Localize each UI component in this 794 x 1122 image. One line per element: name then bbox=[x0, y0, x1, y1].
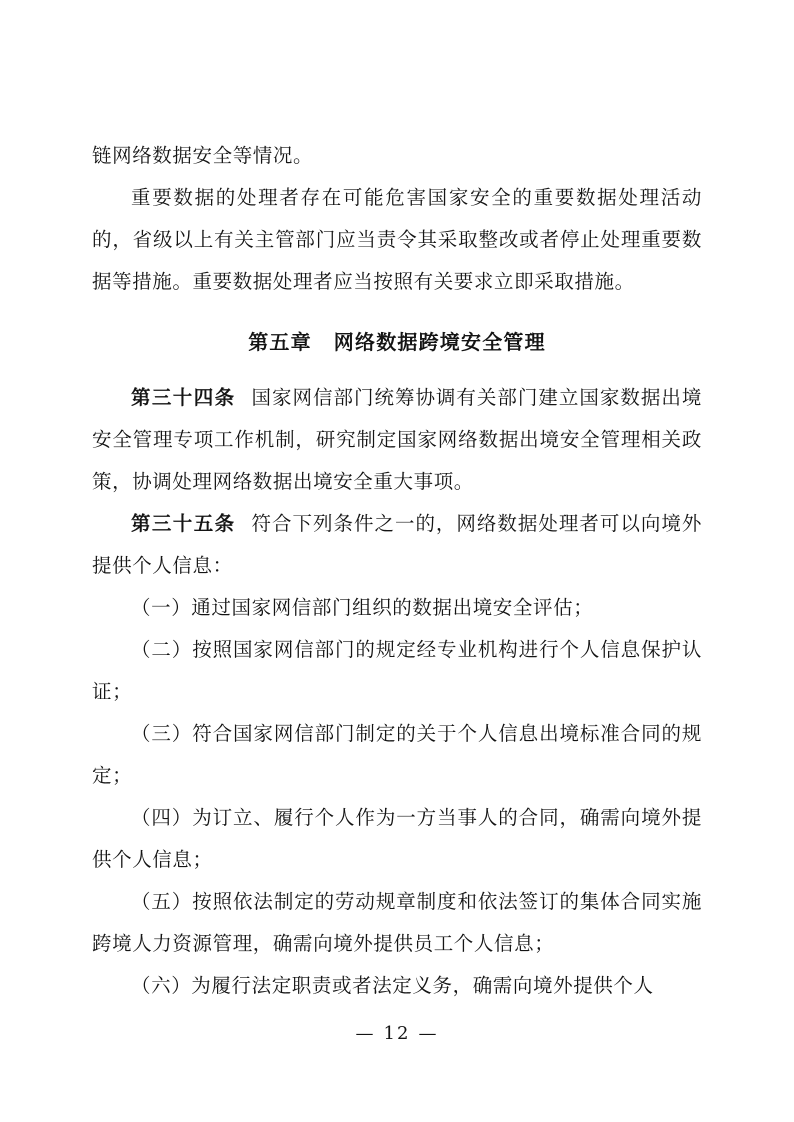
list-item: （五）按照依法制定的劳动规章制度和依法签订的集体合同实施跨境人力资源管理，确需向境外提供员工个人信息； bbox=[92, 890, 702, 955]
footer-dash-left: — bbox=[355, 1023, 376, 1044]
paragraph-continuation: 链网络数据安全等情况。 bbox=[92, 144, 314, 167]
list-item: （三）符合国家网信部门制定的关于个人信息出境标准合同的规定； bbox=[92, 722, 702, 787]
page-number: 12 bbox=[383, 1023, 411, 1044]
page-footer bbox=[0, 1023, 794, 1044]
article-34 bbox=[92, 377, 702, 503]
chapter-title: 网络数据跨境安全管理 bbox=[333, 330, 546, 354]
article-34-text: 国家网信部门统筹协调有关部门建立国家数据出境安全管理专项工作机制，研究制定国家网络数据出境安全管理相关政策，协调处理网络数据出境安全重大事项。 bbox=[92, 386, 702, 493]
list-item: （六）为履行法定职责或者法定义务，确需向境外提供个人 bbox=[131, 974, 654, 997]
article-35-label: 第三十五条 bbox=[131, 512, 236, 535]
article-34-label: 第三十四条 bbox=[131, 386, 236, 409]
chapter-heading bbox=[92, 321, 702, 363]
chapter-number: 第五章 bbox=[248, 330, 312, 354]
document-body bbox=[92, 135, 702, 1007]
list-item: （一）通过国家网信部门组织的数据出境安全评估； bbox=[131, 596, 594, 619]
paragraph-important-data: 重要数据的处理者存在可能危害国家安全的重要数据处理活动的，省级以上有关主管部门应当责令其采取整改或者停止处理重要数据等措施。重要数据处理者应当按照有关要求立即采取措施。 bbox=[92, 186, 702, 293]
list-item: （四）为订立、履行个人作为一方当事人的合同，确需向境外提供个人信息； bbox=[92, 806, 702, 871]
list-item: （二）按照国家网信部门的规定经专业机构进行个人信息保护认证； bbox=[92, 638, 702, 703]
footer-dash-right: — bbox=[418, 1023, 439, 1044]
article-35-text: 符合下列条件之一的，网络数据处理者可以向境外提供个人信息： bbox=[92, 512, 702, 577]
article-35 bbox=[92, 503, 702, 587]
